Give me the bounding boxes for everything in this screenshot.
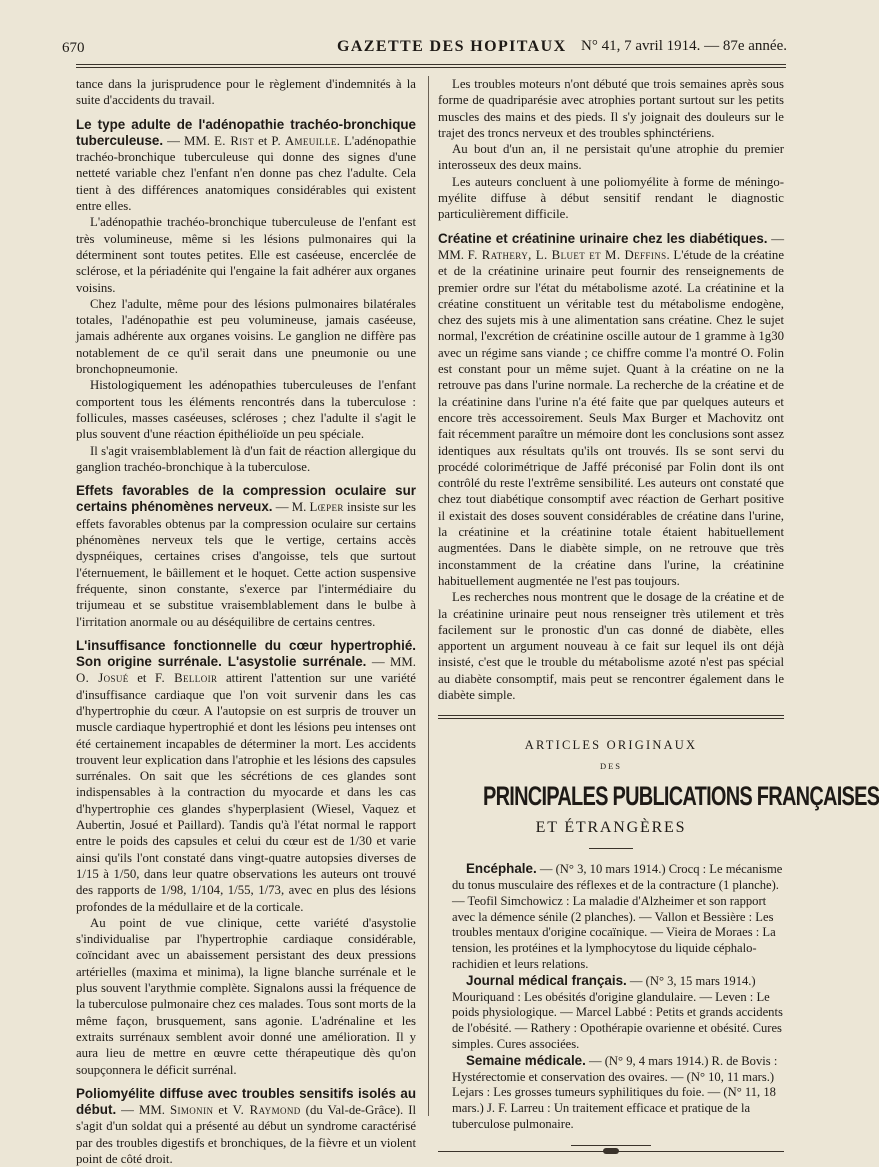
column-divider [428, 76, 429, 1116]
article-title: Effets favorables de la compression oculaire sur certains phénomènes nerveux. [76, 483, 416, 515]
ornament-divider [571, 1141, 651, 1151]
article-adenopathie [76, 117, 416, 215]
author: F. Belloir [155, 671, 218, 686]
running-header [62, 36, 787, 58]
author: O. Josué [76, 671, 129, 686]
article-title: Créatine et créatinine urinaire chez les diabétiques. [438, 230, 768, 246]
paragraph: Les troubles moteurs n'ont débuté que trois semaines après sous forme de quadriparésie avec atrophies portant surtout sur les petits muscles des mains et des pieds. Il s'y joignait des douleurs sur le trajet des troncs nerveux et des troubles sphinctériens. [438, 77, 784, 140]
text: et [128, 671, 156, 686]
article-title: Le type adulte de l'adénopathie trachéo-bronchique tuberculeuse. [76, 116, 416, 148]
article-title: L'insuffisance fonctionnelle du cœur hypertrophié. Son origine surrénale. L'asystolie surrénale. [76, 637, 416, 670]
section-des: DES [599, 760, 623, 771]
header-rule-top [76, 64, 786, 65]
article-insuffisance-cardiaque [76, 638, 416, 915]
left-column [76, 76, 416, 1167]
right-column [438, 76, 879, 1152]
journal-contents: — (N° 9, 4 mars 1914.) R. de Bovis : Hystérectomie et conservation des ovaires. — (N° 10, 11 mars.) Lejars : Les grosses tumeurs syphilitiques du foie. — (N° 11, 18 mars.) J. F. Larreu : Un traitement efficace et pratique de la tuberculose pulmonaire. [452, 1053, 778, 1131]
continued-paragraph: tance dans la jurisprudence pour le règlement d'indemnités à la suite d'accidents du travail. [76, 77, 416, 108]
journal-entry-journal-medical [438, 973, 784, 1053]
paragraph: Au point de vue clinique, cette variété d'asystolie s'individualise par l'hypertrophie cardiaque considérable, coïncidant avec un abaissement persistant des deux pressions artérielles (maxima et minima), la ligne blanche surrénale et le plus souvent l'arythmie complète. Signalons aussi la fréquence de la tuberculose pulmonaire chez ces malades. Tous sont morts de la même façon, brusquement, sans agonie. L'adrénaline et les extraits surrénaux semblent avoir donné une amélioration. Il y aura lieu de mettre en œuvre cette thérapeutique dès qu'on soupçonnera le déficit surrénal. [76, 915, 416, 1077]
paragraph: Histologiquement les adénopathies tuberculeuses de l'enfant comportent tous les éléments rencontrés dans la tuberculose : follicules, masses caséeuses, scléroses ; chez l'adulte il s'agit le plus souvent d'une réaction épithélioïde un peu spéciale. [76, 378, 416, 442]
article-poliomyelite [76, 1086, 416, 1167]
article-title: Poliomyélite diffuse avec troubles sensitifs isolés au début. [76, 1085, 416, 1118]
author: F. Rathery, L. Bluet et M. Deffins [467, 247, 667, 262]
text: — MM. [438, 231, 784, 262]
section-big-title: PRINCIPALES PUBLICATIONS FRANÇAISES [482, 780, 879, 811]
paragraph: (du Val-de-Grâce). Il s'agit d'un soldat qui a présenté au début un syndrome caractérisé par des troubles digestifs et bronchiques, de la fièvre et un violent point de côté droit. [76, 1103, 417, 1166]
paragraph: . L'étude de la créatine et de la créatinine urinaire peut fournir des renseignements de premier ordre sur l'état du métabolisme azoté. La créatinine et la créatine constituent un véritable test du métabolisme endogène, chez des sujets mis à une alimentation sans créatine. Chez le sujet normal, l'excrétion de créatinine oscille autour de 1 gramme à 1g30 avec un régime sans viande ; ce chiffre comme l'a montré O. Folin est constant pour un même sujet. Quant à la créatine on ne la retrouve pas dans l'urine normale. La recherche de la créatine et de la créatinine dans l'urine n'a été faite que par quelques auteurs et encore très accessoirement. Seuls Max Burger et Machovitz ont fait récemment paraître un mémoire dont les conclusions sont assez identiques aux résultats qu'ils ont trouvés. Ils se sont servi du procédé colorimétrique de Jaffé préconisé par Folin dont ils ont contrôlé du reste l'extrême sensibilité. Les auteurs ont constaté que chez tout diabétique consomptif avec réaction de Gerhart positive il existait des doses souvent considérables de créatine dans l'urine, la créatinine et la créatinine totale étaient habituellement augmentées. Dans le diabète simple, on ne retrouve que très inconstamment de la créatine dans l'urine, la créatinine habituellement augmentée ne l'est pas toujours. [438, 247, 784, 588]
article-compression-oculaire [76, 483, 416, 630]
author: P. Ameuille [271, 133, 337, 148]
journal-name: Encéphale. [466, 861, 537, 877]
author: E. Rist [214, 133, 254, 148]
paragraph: Les recherches nous montrent que le dosage de la créatine et de la créatinine urinaire peut nous renseigner très utilement et très facilement sur le pronostic d'un cas donné de diabète, elles apportent un argument nouveau à ce fait sur lequel ils ont déjà insisté, c'est que le trouble du métabolisme azoté n'est pas spécial au diabète consomptif, mais peut se rencontrer également dans le diabète simple. [438, 590, 784, 702]
text: — M. [272, 500, 310, 515]
text: — MM. [366, 655, 417, 670]
paragraph: Chez l'adulte, même pour des lésions pulmonaires bilatérales totales, l'adénopathie est peu volumineuse, jamais caséeuse, jamais adhérente aux organes voisins. Le ganglion ne diffère pas notablement de ce qu'il serait dans une pneumonie ou une bronchopneumonie. [76, 296, 416, 377]
paragraph: Les auteurs concluent à une poliomyélite à forme de méningo-myélite diffuse à début sensitif rendant le diagnostic particulièrement difficile. [438, 174, 784, 222]
text: — MM. [163, 133, 215, 148]
paragraph: . L'adénopathie trachéo-bronchique tuberculeuse qui donne des signes d'une netteté variable chez l'enfant n'en donne pas chez l'adulte. Cela tient à des différences anatomiques considérables qui existent entre elles. [76, 133, 417, 214]
publication-title: GAZETTE DES HOPITAUX [337, 38, 567, 55]
author: V. Raymond [232, 1103, 301, 1118]
journal-contents: — (N° 3, 10 mars 1914.) Crocq : Le mécanisme du tonus musculaire des réflexes et de la contracture (1 planche). — Teofil Simchowicz : La maladie d'Alzheimer et son rapport avec la démence sénile (2 planches). — Vallon et Bessière : Les troubles mentaux d'origine cocaïnique. — Vieira de Moraes : La tension, les protéines et la lymphocytose du liquide céphalo-rachidien et leurs relations. [452, 862, 783, 971]
text: — MM. [116, 1103, 170, 1118]
journal-entry-semaine-medicale [438, 1053, 784, 1133]
journal-name: Semaine médicale. [466, 1052, 586, 1068]
author: Lœper [309, 500, 344, 515]
page-number: 670 [62, 40, 85, 56]
paragraph: L'adénopathie trachéo-bronchique tuberculeuse de l'enfant est très volumineuse, même si les lésions pulmonaires qui la déterminent sont toutes petites. Elle est caséeuse, encerclée de sclérose, et la périadénite qui l'engaine la fait adhérer aux organes voisins. [76, 215, 416, 295]
journal-entry-encephale [438, 861, 784, 973]
journal-contents: — (N° 3, 15 mars 1914.) Mouriquand : Les obésités d'origine glandulaire. — Leven : Le poids physiologique. — Marcel Labbé : Petits et grands accidents de l'obésité. — Rathery : Opothérapie ovarienne et obésité. Cures simples. Cures associées. [452, 973, 783, 1051]
paragraph: Au bout d'un an, il ne persistait qu'une atrophie du premier interosseux des deux mains. [438, 142, 784, 173]
author: Simonin [169, 1103, 214, 1118]
ornament-icon [603, 1148, 619, 1154]
article-creatine [438, 231, 784, 590]
articles-originaux-section [438, 715, 879, 1151]
journal-name: Journal médical français. [466, 972, 627, 988]
header-rule-bottom [76, 67, 786, 68]
paragraph: insiste sur les effets favorables obtenus par la compression oculaire sur certains phénomènes nerveux tels que le vertige, certains accès dyspnéiques, certaines crises d'angoisse, tels que surtout l'éternuement, le bâillement et le hoquet. Cette action suspensive fréquente, sinon constante, s'exerce par l'intermédiaire du trijumeau et se substitue vraisemblablement dans le bulbe à l'irritation anormale ou au déséquilibre de certains centres. [76, 500, 416, 629]
text: et [254, 133, 272, 148]
section-heading [438, 718, 879, 849]
paragraph: attirent l'attention sur une variété d'insuffisance cardiaque que l'on voit survenir dans les cas d'hypertrophie du cœur. A l'autopsie on est surpris de trouver un muscle cardiaque hypertrophié et dont les lésions peu intenses ont été certainement incapables de déterminer la mort. Les accidents trouvent leur explication dans l'atrophie et les lésions des capsules surrénales. On sait que les sécrétions de ces glandes sont indispensables à la contraction du myocarde et dans les cas d'hypertrophie ces glandes s'hyperplasient (Wiesel, Vaquez et Aubertin, Josué et Paillard). Tandis qu'à l'état normal le rapport entre le poids des capsules et celui du cœur est de 1/30 et varie ainsi qu'ils l'ont constaté dans vingt-quatre autopsies diverses de 1/15 à 1/50, dans leur quatre observations les auteurs ont trouvé des rapports de 1/98, 1/104, 1/55, 1/73, avec en plus des lésions profondes de la médullaire et de la corticale. [76, 671, 416, 914]
issue-info: N° 41, 7 avril 1914. — 87e année. [581, 38, 787, 54]
section-title: ARTICLES ORIGINAUX [524, 738, 698, 753]
short-divider [589, 848, 633, 849]
paragraph: Il s'agit vraisemblablement là d'un fait de réaction allergique du ganglion trachéo-bronchique à la tuberculose. [76, 443, 416, 474]
text: et [213, 1103, 233, 1118]
section-subtitle: ET ÉTRANGÈRES [535, 818, 687, 836]
